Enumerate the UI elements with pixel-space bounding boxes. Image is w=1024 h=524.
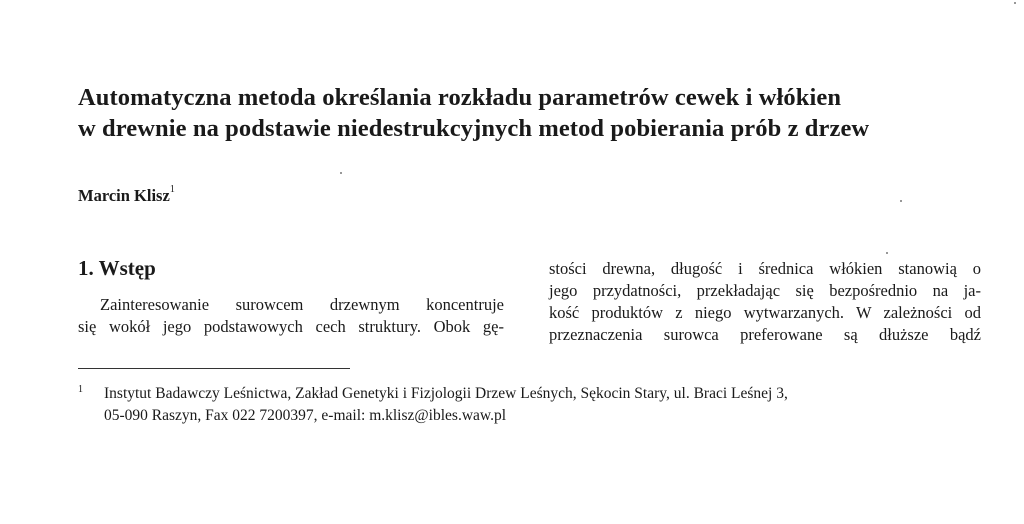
right-column-text [549,258,981,346]
paragraph-line: kość produktów z niego wytwarzanych. W zależności od [549,303,981,322]
title-line: Automatyczna metoda określania rozkładu parametrów cewek i włókien [78,84,842,111]
scan-speck [900,200,902,202]
paragraph-line: jego przydatności, przekładając się bezpośrednio na ja- [549,281,981,300]
author-affiliation-mark: 1 [169,184,175,195]
title-line: w drewnie na podstawie niedestrukcyjnych metod pobierania prób z drzew [78,115,870,142]
paper-title [78,82,978,144]
footnote-line: 05-090 Raszyn, Fax 022 7200397, e-mail: m.klisz@ibles.waw.pl [104,407,507,424]
author-name: Marcin Klisz [78,186,170,205]
scan-speck [1014,2,1016,4]
scan-speck [886,252,888,254]
paragraph-line: się wokół jego podstawowych cech struktury. Obok gę- [78,317,504,336]
section-heading: 1. Wstęp [78,256,156,280]
paragraph-line: przeznaczenia surowca preferowane są dłuższe bądź [549,325,981,344]
footnote-divider [78,368,350,369]
author [78,186,175,206]
paragraph-line: Zainteresowanie surowcem drzewnym koncentruje [100,295,504,314]
footnote-mark: 1 [78,384,83,395]
footnote-line: Instytut Badawczy Leśnictwa, Zakład Genetyki i Fizjologii Drzew Leśnych, Sękocin Stary, ul. Braci Leśnej 3, [104,385,788,402]
left-column-text [78,294,504,338]
scan-speck [340,172,342,174]
paragraph-line: stości drewna, długość i średnica włókien stanowią o [549,259,981,278]
footnote-text [104,383,964,427]
